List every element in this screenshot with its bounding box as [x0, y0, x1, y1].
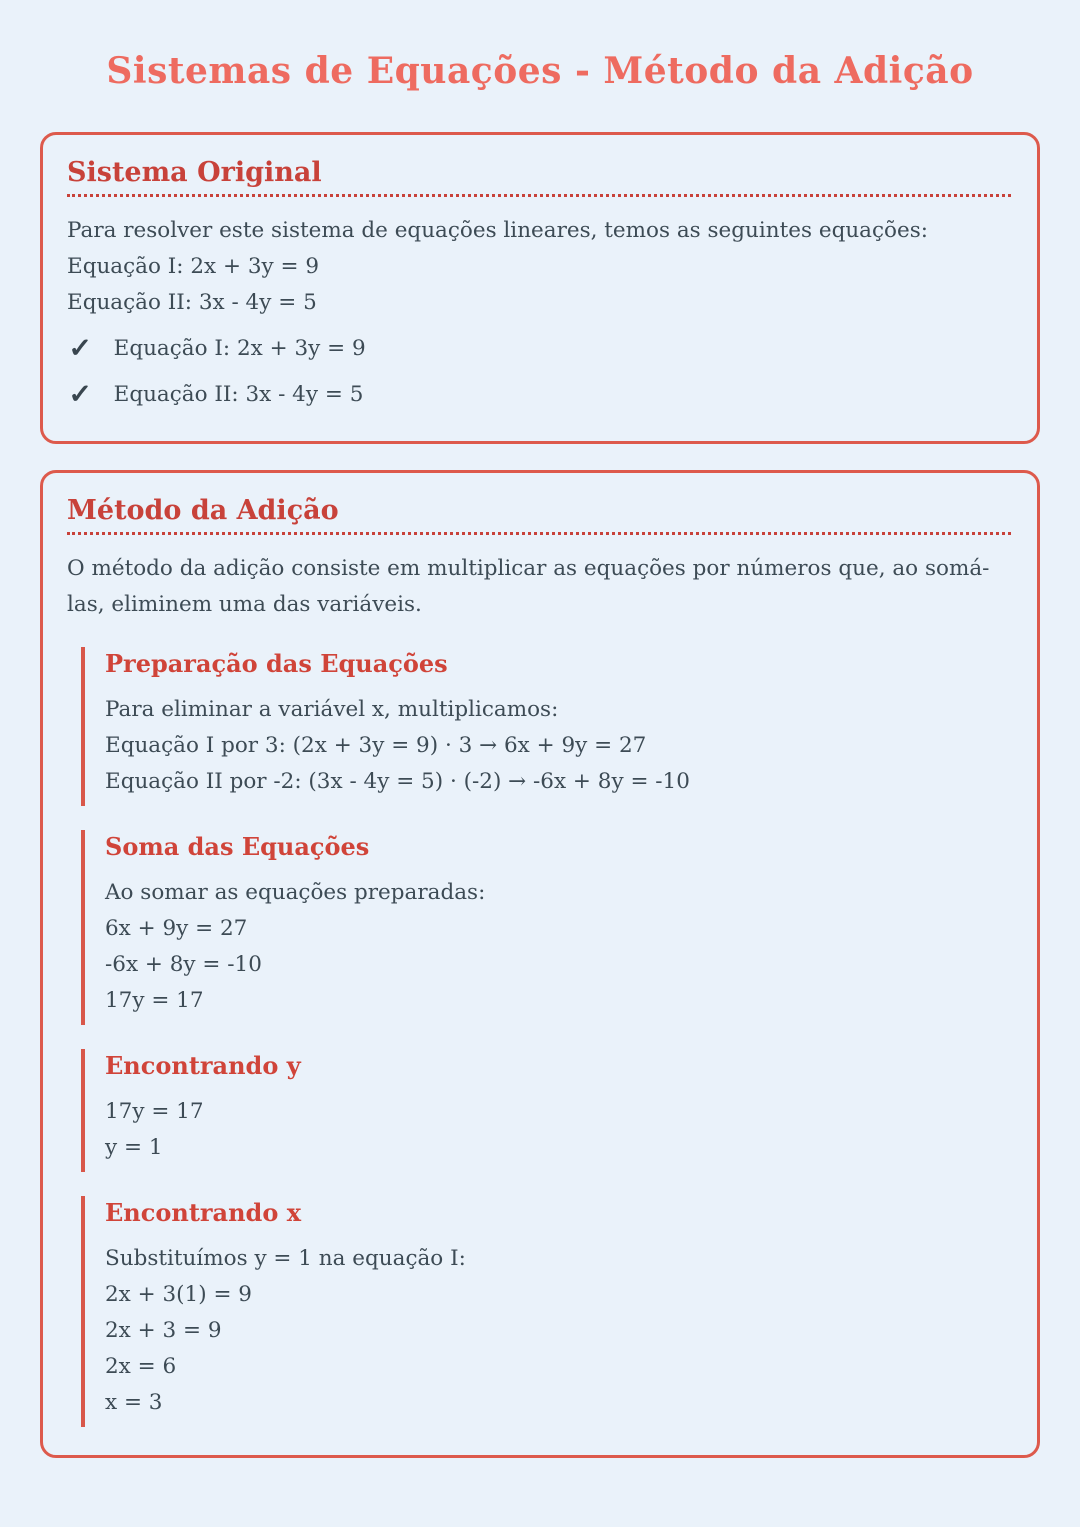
subsection-heading: Soma das Equações — [105, 832, 370, 861]
section-heading-sistema-original: Sistema Original — [67, 157, 322, 188]
subsection-line: -6x + 8y = -10 — [105, 952, 262, 977]
subsection-heading: Encontrando x — [105, 1198, 301, 1227]
checklist-item-label: Equação II: 3x - 4y = 5 — [113, 382, 364, 407]
card-metodo-da-adicao — [40, 470, 1040, 1458]
card-sistema-original — [40, 132, 1040, 444]
subsection-line: Equação I por 3: (2x + 3y = 9) · 3 → 6x + 9y = 27 — [105, 733, 647, 758]
subsection-heading: Encontrando y — [105, 1051, 301, 1080]
dotted-divider — [67, 532, 1011, 535]
subsection-preparacao-das-equacoes — [81, 647, 1011, 806]
subsection-encontrando-y — [81, 1049, 1011, 1172]
subsection-line: y = 1 — [105, 1135, 163, 1160]
check-icon: ✓ — [68, 333, 93, 364]
equation-ii-line: Equação II: 3x - 4y = 5 — [67, 290, 317, 315]
checklist-item-label: Equação I: 2x + 3y = 9 — [113, 336, 366, 361]
page-title: Sistemas de Equações - Método da Adição — [106, 50, 974, 92]
subsection-line: 2x = 6 — [105, 1354, 177, 1379]
subsection-line: 17y = 17 — [105, 1099, 204, 1124]
subsection-heading: Preparação das Equações — [105, 649, 448, 678]
subsection-soma-das-equacoes — [81, 830, 1011, 1025]
dotted-divider — [67, 194, 1011, 197]
method-description-paragraph: O método da adição consiste em multiplicar as equações por números que, ao somá-las, eliminem uma das variáveis. — [67, 556, 990, 617]
subsection-line: 2x + 3(1) = 9 — [105, 1282, 252, 1307]
subsection-line: 6x + 9y = 27 — [105, 916, 248, 941]
checklist-item — [69, 377, 1011, 413]
subsection-line: 17y = 17 — [105, 988, 204, 1013]
checklist-item — [69, 331, 1011, 367]
subsection-line: x = 3 — [105, 1390, 163, 1415]
subsection-line: Para eliminar a variável x, multiplicamos: — [105, 697, 559, 722]
check-icon: ✓ — [68, 379, 93, 410]
subsection-line: Equação II por -2: (3x - 4y = 5) · (-2) → -6x + 8y = -10 — [105, 769, 690, 794]
section-heading-metodo-da-adicao: Método da Adição — [67, 495, 339, 526]
subsection-encontrando-x — [81, 1196, 1011, 1427]
intro-paragraph: Para resolver este sistema de equações lineares, temos as seguintes equações: — [67, 218, 928, 243]
subsection-line: 2x + 3 = 9 — [105, 1318, 222, 1343]
equation-i-line: Equação I: 2x + 3y = 9 — [67, 254, 320, 279]
subsection-line: Substituímos y = 1 na equação I: — [105, 1246, 466, 1271]
subsection-line: Ao somar as equações preparadas: — [105, 880, 486, 905]
